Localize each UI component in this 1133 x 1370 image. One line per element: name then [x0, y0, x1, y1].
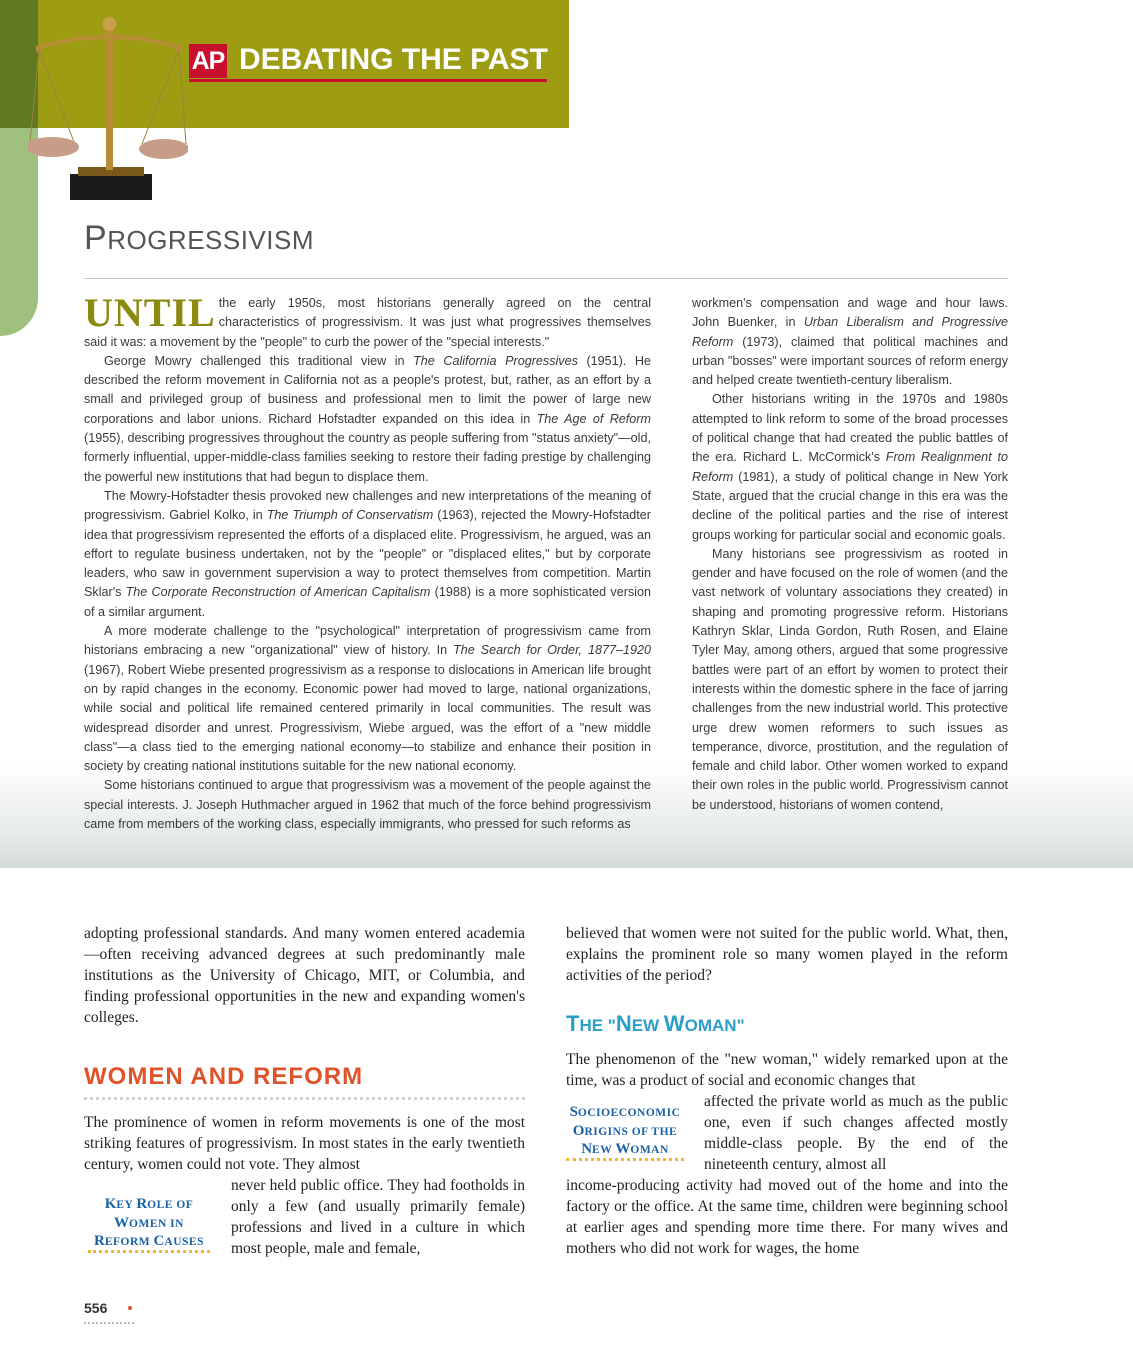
essay-right-column	[692, 294, 1008, 815]
essay-paragraph: Other historians writing in the 1970s and 1980s attempted to link reform to some of the broad processes of political change that had created the public battles of the era. Richard L. McCormick's From Realignment to Reform (1981), a study of political change in New York State, argued that the crucial change in this era was the decline of the political parties and the rise of interest groups working for particular social and economic goals.	[692, 392, 1008, 542]
essay-paragraph: George Mowry challenged this traditional view in The California Progressives (1951). He described the reform movement in California not as a people's protest, but, rather, as an effort by a small and privileged group of business and professional men to limit the power of large new corporations and labor unions. Richard Hofstadter expanded on this idea in The Age of Reform (1955), describing progressives throughout the country as people suffering from "status anxiety"—old, formerly influential, upper-middle-class families seeking to restore their fading prestige by challenging the powerful new institutions that had begun to displace them.	[84, 353, 652, 484]
page-number-underline	[84, 1322, 134, 1326]
essay-left-column	[84, 290, 652, 834]
ap-badge: AP	[189, 44, 227, 78]
essay-paragraph: Many historians see progressivism as rooted in gender and have focused on the role of women (and the vast network of voluntary associations they created) in shaping and promoting progressive reform. Historians Kathryn Sklar, Linda Gordon, Ruth Rosen, and Elaine Tyler May, among others, argued that some progressive battles were part of an effort by women to protect their interests within the domestic sphere in the face of jarring challenges from the new industrial world. This protective urge drew women reformers to such issues as temperance, divorce, prostitution, and the regulation of female and child labor. Other women worked to expand their own roles in the public world. Progressivism cannot be understood, historians of women contend,	[692, 546, 1008, 812]
body-right-paragraph: believed that women were not suited for the public world. What, then, explains the prominent role so many women played in the reform activities of the period?	[566, 925, 1008, 984]
banner-title: DEBATING THE PAST	[239, 43, 548, 76]
essay-paragraph: Some historians continued to argue that progressivism was a movement of the people against the special interests. J. Joseph Huthmacher argued in 1962 that much of the force behind progressivism came from members of the working class, especially immigrants, who pressed for such reforms as	[84, 778, 651, 832]
drop-cap: UNTIL	[84, 290, 216, 335]
page-number-dot	[128, 1306, 132, 1310]
scales-of-justice-icon	[28, 14, 188, 204]
section-heading: WOMEN AND REFORM	[84, 1063, 364, 1090]
page-number: 556	[84, 1300, 108, 1316]
title-divider	[84, 278, 1008, 279]
essay-paragraph: UNTIL the early 1950s, most historians generally agreed on the central characteristics of progressivism. It was just what progressives themselves said it was: a movement by the "people" to curb the power of the "special interests."	[84, 290, 651, 349]
section-divider	[84, 1097, 525, 1104]
page-title: PROGRESSIVISM	[84, 219, 315, 257]
body-right-paragraph: income-producing activity had moved out of the home and into the factory or the office. At the same time, children were beginning school at earlier ages and spending more time there. For many wives and mothers who did not work for wages, the home	[566, 1177, 1008, 1257]
banner-underline	[189, 79, 547, 82]
body-left-paragraph: The prominence of women in reform movements is one of the most striking features of progressivism. In most states in the early twentieth century, women could not vote. They almost	[84, 1114, 525, 1173]
essay-paragraph: workmen's compensation and wage and hour laws. John Buenker, in Urban Liberalism and Progressive Reform (1973), claimed that political machines and urban "bosses" were important sources of reform energy and helped create twentieth-century liberalism.	[692, 296, 1008, 388]
margin-note-underline	[88, 1250, 210, 1256]
body-right-paragraph: The phenomenon of the "new woman," widely remarked upon at the time, was a product of social and economic changes that	[566, 1051, 1008, 1089]
body-left-paragraph: never held public office. They had footholds in only a few (and usually primarily female) professions and lived in a culture in which most people, male and female,	[231, 1177, 525, 1257]
essay-paragraph: A more moderate challenge to the "psychological" interpretation of progressivism came from historians embracing a new "organizational" view of history. In The Search for Order, 1877–1920 (1967), Robert Wiebe presented progressivism as a response to dislocations in American life brought on by rapid changes in the economy. Economic power had moved to large, national organizations, while social and political life remained centered primarily in local communities. The result was widespread disorder and unrest. Progressivism, Wiebe argued, was the effort of a "new middle class"—a class tied to the emerging national economy—to stabilize and enhance their position in society by creating national institutions suitable for the new national economy.	[84, 624, 651, 774]
essay-paragraph: The Mowry-Hofstadter thesis provoked new challenges and new interpretations of the meaning of progressivism. Gabriel Kolko, in The Triumph of Conservatism (1963), rejected the Mowry-Hofstadter idea that progressivism represented the efforts of a displaced elite. Progressivism, he argued, was an effort to regulate business undertaken, not by the "people" or "displaced elites," but by corporate leaders, who saw in government supervision a way to protect themselves from competition. Martin Sklar's The Corporate Reconstruction of American Capitalism (1988) is a more sophisticated version of a similar argument.	[84, 488, 651, 619]
margin-note: SOCIOECONOMIC ORIGINS OF THE NEW WOMAN	[569, 1104, 681, 1157]
body-left-paragraph: adopting professional standards. And many women entered academia—often receiving advanced degrees at such predominantly male institutions as the University of Chicago, MIT, or Columbia, and finding professional opportunities in the new and expanding women's colleges.	[84, 925, 525, 1026]
body-right-paragraph: affected the private world as much as the public one, even if such changes affected mostly middle-class people. By the end of the nineteenth century, almost all	[704, 1093, 1008, 1173]
margin-note-underline	[566, 1158, 684, 1164]
subsection-heading: THE "NEW WOMAN"	[566, 1011, 745, 1036]
margin-note: KEY ROLE OF WOMEN IN REFORM CAUSES	[94, 1196, 204, 1249]
